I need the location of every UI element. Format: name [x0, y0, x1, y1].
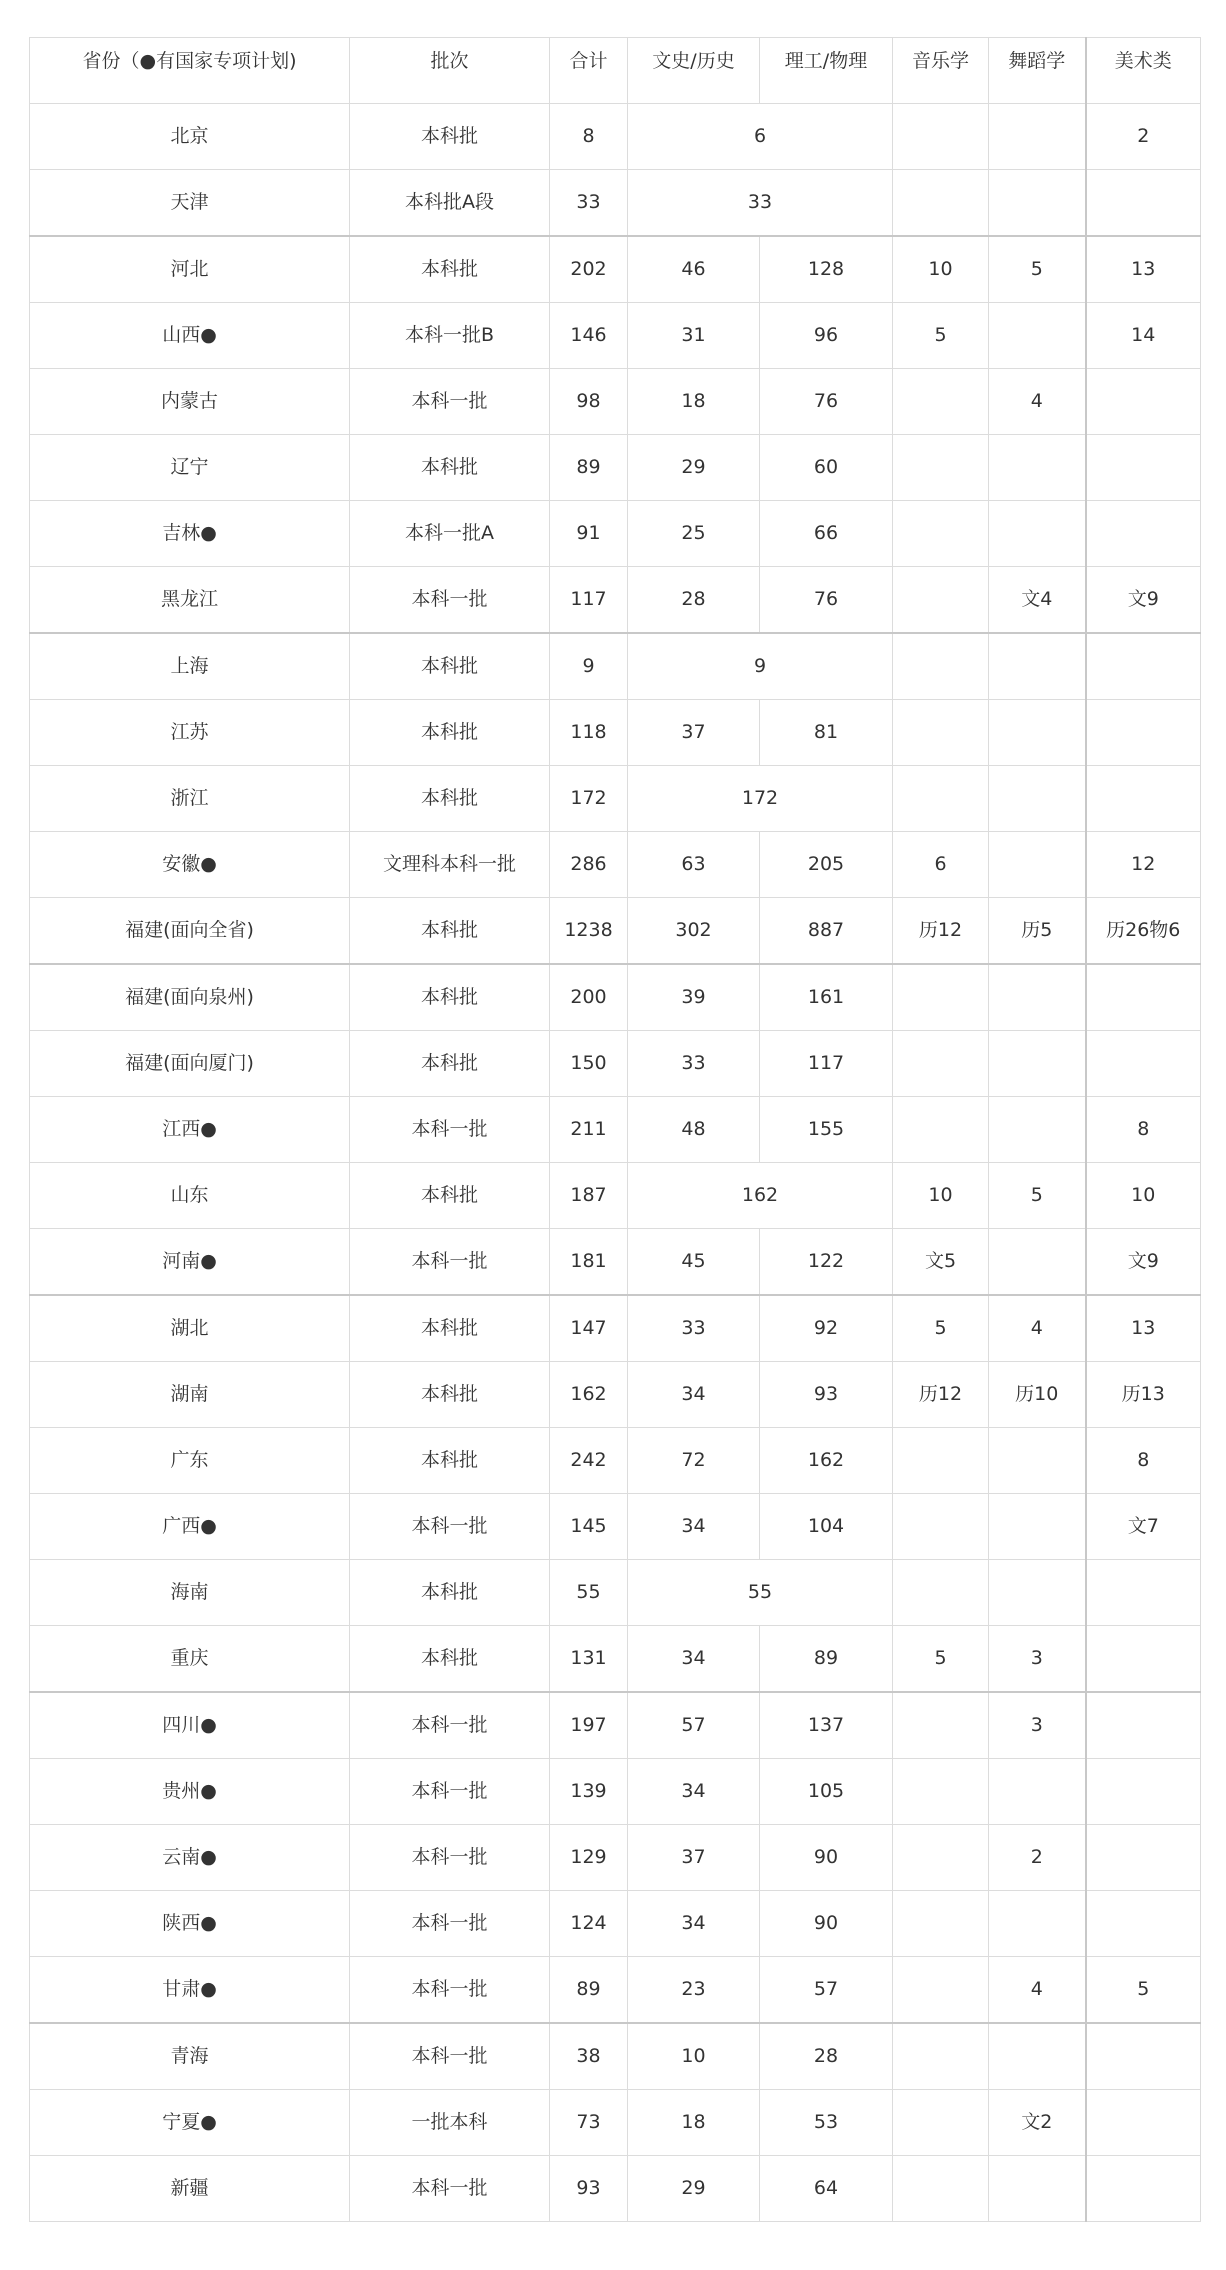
cell-dance: 5	[989, 236, 1086, 303]
cell-physics: 76	[760, 567, 893, 634]
cell-total: 129	[550, 1825, 628, 1891]
header-province: 省份（●有国家专项计划)	[30, 38, 350, 104]
cell-physics: 81	[760, 700, 893, 766]
cell-history: 33	[628, 1031, 760, 1097]
cell-music	[893, 501, 989, 567]
cell-total: 150	[550, 1031, 628, 1097]
table-row	[30, 2156, 1201, 2222]
cell-batch: 本科一批	[350, 1692, 550, 1759]
cell-history: 34	[628, 1494, 760, 1560]
cell-music: 5	[893, 303, 989, 369]
table-row	[30, 1626, 1201, 1693]
cell-province: 江苏	[30, 700, 350, 766]
cell-art	[1086, 2023, 1201, 2090]
table-row	[30, 1692, 1201, 1759]
cell-dance	[989, 633, 1086, 700]
cell-batch: 本科批	[350, 964, 550, 1031]
cell-history-physics-merged: 162	[628, 1163, 893, 1229]
cell-art: 8	[1086, 1428, 1201, 1494]
cell-province: 云南●	[30, 1825, 350, 1891]
cell-total: 91	[550, 501, 628, 567]
cell-music: 10	[893, 1163, 989, 1229]
cell-batch: 本科一批	[350, 1957, 550, 2024]
cell-history-physics-merged: 9	[628, 633, 893, 700]
cell-province: 四川●	[30, 1692, 350, 1759]
cell-province: 湖北	[30, 1295, 350, 1362]
cell-batch: 一批本科	[350, 2090, 550, 2156]
table-row	[30, 766, 1201, 832]
cell-history: 72	[628, 1428, 760, 1494]
cell-province: 甘肃●	[30, 1957, 350, 2024]
cell-province: 山东	[30, 1163, 350, 1229]
enrollment-table-container	[29, 37, 1200, 2222]
table-row	[30, 104, 1201, 170]
cell-province: 海南	[30, 1560, 350, 1626]
cell-dance	[989, 1891, 1086, 1957]
table-row	[30, 1229, 1201, 1296]
cell-dance: 3	[989, 1692, 1086, 1759]
cell-history: 25	[628, 501, 760, 567]
cell-province: 河北	[30, 236, 350, 303]
cell-physics: 96	[760, 303, 893, 369]
cell-batch: 本科批	[350, 1163, 550, 1229]
cell-total: 145	[550, 1494, 628, 1560]
cell-art: 历13	[1086, 1362, 1201, 1428]
table-header-row	[30, 38, 1201, 104]
cell-art: 12	[1086, 832, 1201, 898]
cell-art: 文9	[1086, 567, 1201, 634]
cell-physics: 162	[760, 1428, 893, 1494]
cell-history-physics-merged: 55	[628, 1560, 893, 1626]
cell-art: 13	[1086, 1295, 1201, 1362]
cell-art	[1086, 964, 1201, 1031]
cell-batch: 文理科本科一批	[350, 832, 550, 898]
cell-music	[893, 104, 989, 170]
cell-batch: 本科一批A	[350, 501, 550, 567]
header-art: 美术类	[1086, 38, 1201, 104]
cell-dance: 5	[989, 1163, 1086, 1229]
cell-history: 31	[628, 303, 760, 369]
cell-art: 2	[1086, 104, 1201, 170]
cell-total: 8	[550, 104, 628, 170]
table-row	[30, 1825, 1201, 1891]
table-row	[30, 1295, 1201, 1362]
cell-total: 118	[550, 700, 628, 766]
cell-music: 6	[893, 832, 989, 898]
cell-dance	[989, 303, 1086, 369]
cell-batch: 本科批	[350, 700, 550, 766]
table-row	[30, 2090, 1201, 2156]
cell-province: 贵州●	[30, 1759, 350, 1825]
cell-art	[1086, 1692, 1201, 1759]
cell-total: 197	[550, 1692, 628, 1759]
cell-province: 青海	[30, 2023, 350, 2090]
cell-physics: 90	[760, 1891, 893, 1957]
header-batch: 批次	[350, 38, 550, 104]
cell-dance: 2	[989, 1825, 1086, 1891]
cell-art: 文9	[1086, 1229, 1201, 1296]
cell-physics: 57	[760, 1957, 893, 2024]
cell-history: 18	[628, 369, 760, 435]
cell-batch: 本科批	[350, 1560, 550, 1626]
table-row	[30, 1494, 1201, 1560]
cell-art: 14	[1086, 303, 1201, 369]
table-row	[30, 236, 1201, 303]
cell-music	[893, 2023, 989, 2090]
cell-art: 10	[1086, 1163, 1201, 1229]
cell-province: 陕西●	[30, 1891, 350, 1957]
cell-batch: 本科批	[350, 435, 550, 501]
cell-physics: 60	[760, 435, 893, 501]
cell-dance	[989, 104, 1086, 170]
cell-art: 8	[1086, 1097, 1201, 1163]
cell-total: 211	[550, 1097, 628, 1163]
cell-province: 吉林●	[30, 501, 350, 567]
cell-province: 福建(面向全省)	[30, 898, 350, 965]
cell-batch: 本科批	[350, 1428, 550, 1494]
cell-history: 29	[628, 2156, 760, 2222]
cell-batch: 本科批	[350, 236, 550, 303]
cell-art	[1086, 1759, 1201, 1825]
cell-music	[893, 1957, 989, 2024]
cell-dance: 历5	[989, 898, 1086, 965]
cell-province: 福建(面向厦门)	[30, 1031, 350, 1097]
cell-province: 浙江	[30, 766, 350, 832]
cell-history: 34	[628, 1626, 760, 1693]
cell-province: 安徽●	[30, 832, 350, 898]
cell-art	[1086, 766, 1201, 832]
table-row	[30, 1097, 1201, 1163]
cell-history: 34	[628, 1759, 760, 1825]
cell-music: 5	[893, 1295, 989, 1362]
cell-music	[893, 964, 989, 1031]
table-row	[30, 832, 1201, 898]
cell-total: 1238	[550, 898, 628, 965]
cell-physics: 90	[760, 1825, 893, 1891]
cell-total: 9	[550, 633, 628, 700]
header-music: 音乐学	[893, 38, 989, 104]
cell-history: 39	[628, 964, 760, 1031]
cell-physics: 53	[760, 2090, 893, 2156]
cell-music	[893, 435, 989, 501]
cell-dance	[989, 964, 1086, 1031]
cell-batch: 本科批	[350, 766, 550, 832]
cell-physics: 161	[760, 964, 893, 1031]
cell-total: 131	[550, 1626, 628, 1693]
cell-total: 200	[550, 964, 628, 1031]
table-body	[30, 104, 1201, 2222]
cell-total: 162	[550, 1362, 628, 1428]
cell-music	[893, 1097, 989, 1163]
cell-art	[1086, 2090, 1201, 2156]
cell-history: 29	[628, 435, 760, 501]
cell-dance	[989, 700, 1086, 766]
cell-music	[893, 1428, 989, 1494]
cell-physics: 105	[760, 1759, 893, 1825]
cell-history-physics-merged: 33	[628, 170, 893, 237]
cell-music	[893, 2090, 989, 2156]
table-row	[30, 567, 1201, 634]
cell-batch: 本科批	[350, 1626, 550, 1693]
cell-music: 10	[893, 236, 989, 303]
cell-total: 181	[550, 1229, 628, 1296]
cell-history: 46	[628, 236, 760, 303]
cell-batch: 本科一批	[350, 1229, 550, 1296]
cell-province: 天津	[30, 170, 350, 237]
cell-physics: 205	[760, 832, 893, 898]
cell-physics: 887	[760, 898, 893, 965]
cell-history: 63	[628, 832, 760, 898]
cell-dance	[989, 1229, 1086, 1296]
cell-history: 57	[628, 1692, 760, 1759]
cell-dance: 4	[989, 1295, 1086, 1362]
cell-batch: 本科批	[350, 104, 550, 170]
cell-history: 34	[628, 1891, 760, 1957]
cell-batch: 本科一批	[350, 1097, 550, 1163]
cell-art	[1086, 1891, 1201, 1957]
cell-batch: 本科批	[350, 1362, 550, 1428]
cell-music	[893, 1692, 989, 1759]
cell-province: 辽宁	[30, 435, 350, 501]
cell-art	[1086, 369, 1201, 435]
cell-art: 13	[1086, 236, 1201, 303]
table-row	[30, 1759, 1201, 1825]
cell-province: 福建(面向泉州)	[30, 964, 350, 1031]
cell-dance	[989, 1560, 1086, 1626]
cell-art	[1086, 170, 1201, 237]
cell-history: 28	[628, 567, 760, 634]
table-row	[30, 1163, 1201, 1229]
cell-dance	[989, 832, 1086, 898]
cell-history: 18	[628, 2090, 760, 2156]
cell-physics: 137	[760, 1692, 893, 1759]
cell-history: 48	[628, 1097, 760, 1163]
cell-history-physics-merged: 6	[628, 104, 893, 170]
table-row	[30, 1891, 1201, 1957]
cell-total: 242	[550, 1428, 628, 1494]
cell-physics: 128	[760, 236, 893, 303]
cell-history-physics-merged: 172	[628, 766, 893, 832]
cell-physics: 89	[760, 1626, 893, 1693]
table-row	[30, 501, 1201, 567]
cell-batch: 本科一批	[350, 369, 550, 435]
cell-physics: 76	[760, 369, 893, 435]
cell-history: 37	[628, 700, 760, 766]
cell-art	[1086, 2156, 1201, 2222]
cell-province: 湖南	[30, 1362, 350, 1428]
header-total: 合计	[550, 38, 628, 104]
cell-dance: 4	[989, 369, 1086, 435]
cell-total: 89	[550, 435, 628, 501]
cell-total: 55	[550, 1560, 628, 1626]
table-row	[30, 2023, 1201, 2090]
cell-music	[893, 1560, 989, 1626]
cell-music: 历12	[893, 1362, 989, 1428]
cell-music	[893, 170, 989, 237]
cell-dance: 文4	[989, 567, 1086, 634]
cell-art: 5	[1086, 1957, 1201, 2024]
header-dance: 舞蹈学	[989, 38, 1086, 104]
cell-total: 93	[550, 2156, 628, 2222]
cell-total: 187	[550, 1163, 628, 1229]
cell-batch: 本科一批	[350, 1825, 550, 1891]
cell-dance: 4	[989, 1957, 1086, 2024]
cell-batch: 本科批	[350, 633, 550, 700]
cell-batch: 本科一批	[350, 1494, 550, 1560]
header-physics: 理工/物理	[760, 38, 893, 104]
cell-batch: 本科一批	[350, 1891, 550, 1957]
cell-music	[893, 766, 989, 832]
cell-dance	[989, 170, 1086, 237]
cell-province: 山西●	[30, 303, 350, 369]
table-row	[30, 700, 1201, 766]
cell-art	[1086, 1825, 1201, 1891]
table-row	[30, 1957, 1201, 2024]
cell-province: 重庆	[30, 1626, 350, 1693]
cell-dance	[989, 766, 1086, 832]
cell-history: 23	[628, 1957, 760, 2024]
cell-music	[893, 1031, 989, 1097]
cell-dance	[989, 2156, 1086, 2222]
cell-total: 286	[550, 832, 628, 898]
cell-physics: 93	[760, 1362, 893, 1428]
cell-batch: 本科批	[350, 1031, 550, 1097]
table-row	[30, 1428, 1201, 1494]
cell-music	[893, 567, 989, 634]
cell-history: 37	[628, 1825, 760, 1891]
cell-physics: 104	[760, 1494, 893, 1560]
cell-total: 73	[550, 2090, 628, 2156]
cell-dance	[989, 1428, 1086, 1494]
cell-batch: 本科批	[350, 898, 550, 965]
cell-dance: 文2	[989, 2090, 1086, 2156]
cell-physics: 117	[760, 1031, 893, 1097]
cell-total: 139	[550, 1759, 628, 1825]
cell-music	[893, 1825, 989, 1891]
cell-batch: 本科一批	[350, 2156, 550, 2222]
cell-physics: 66	[760, 501, 893, 567]
cell-total: 89	[550, 1957, 628, 2024]
cell-dance	[989, 501, 1086, 567]
cell-art	[1086, 501, 1201, 567]
table-row	[30, 1560, 1201, 1626]
cell-total: 117	[550, 567, 628, 634]
cell-province: 广西●	[30, 1494, 350, 1560]
cell-total: 33	[550, 170, 628, 237]
cell-music	[893, 2156, 989, 2222]
cell-dance: 3	[989, 1626, 1086, 1693]
cell-dance	[989, 1759, 1086, 1825]
cell-dance	[989, 1031, 1086, 1097]
cell-province: 广东	[30, 1428, 350, 1494]
cell-physics: 64	[760, 2156, 893, 2222]
cell-dance: 历10	[989, 1362, 1086, 1428]
cell-art	[1086, 1626, 1201, 1693]
table-row	[30, 369, 1201, 435]
cell-total: 124	[550, 1891, 628, 1957]
cell-total: 147	[550, 1295, 628, 1362]
cell-province: 新疆	[30, 2156, 350, 2222]
cell-total: 172	[550, 766, 628, 832]
cell-province: 黑龙江	[30, 567, 350, 634]
cell-dance	[989, 1097, 1086, 1163]
cell-physics: 122	[760, 1229, 893, 1296]
cell-total: 98	[550, 369, 628, 435]
table-row	[30, 303, 1201, 369]
cell-physics: 155	[760, 1097, 893, 1163]
cell-batch: 本科一批	[350, 567, 550, 634]
cell-history: 33	[628, 1295, 760, 1362]
table-row	[30, 898, 1201, 965]
cell-total: 146	[550, 303, 628, 369]
cell-batch: 本科批	[350, 1295, 550, 1362]
cell-art	[1086, 435, 1201, 501]
cell-music	[893, 633, 989, 700]
table-row	[30, 1362, 1201, 1428]
cell-province: 上海	[30, 633, 350, 700]
cell-total: 38	[550, 2023, 628, 2090]
table-row	[30, 964, 1201, 1031]
cell-physics: 92	[760, 1295, 893, 1362]
cell-music	[893, 1759, 989, 1825]
cell-total: 202	[550, 236, 628, 303]
table-row	[30, 170, 1201, 237]
enrollment-table	[29, 37, 1201, 2222]
cell-batch: 本科一批	[350, 2023, 550, 2090]
cell-dance	[989, 1494, 1086, 1560]
cell-history: 302	[628, 898, 760, 965]
table-row	[30, 435, 1201, 501]
cell-music	[893, 1891, 989, 1957]
cell-physics: 28	[760, 2023, 893, 2090]
cell-history: 34	[628, 1362, 760, 1428]
cell-dance	[989, 435, 1086, 501]
cell-art: 历26物6	[1086, 898, 1201, 965]
cell-province: 内蒙古	[30, 369, 350, 435]
cell-history: 45	[628, 1229, 760, 1296]
cell-province: 河南●	[30, 1229, 350, 1296]
table-row	[30, 1031, 1201, 1097]
cell-batch: 本科一批	[350, 1759, 550, 1825]
cell-music	[893, 369, 989, 435]
cell-music: 历12	[893, 898, 989, 965]
cell-music	[893, 700, 989, 766]
cell-province: 宁夏●	[30, 2090, 350, 2156]
cell-art	[1086, 700, 1201, 766]
cell-art	[1086, 633, 1201, 700]
cell-dance	[989, 2023, 1086, 2090]
table-row	[30, 633, 1201, 700]
cell-batch: 本科批A段	[350, 170, 550, 237]
cell-music: 5	[893, 1626, 989, 1693]
cell-province: 江西●	[30, 1097, 350, 1163]
cell-music	[893, 1494, 989, 1560]
cell-history: 10	[628, 2023, 760, 2090]
cell-art	[1086, 1031, 1201, 1097]
cell-batch: 本科一批B	[350, 303, 550, 369]
cell-art: 文7	[1086, 1494, 1201, 1560]
header-history: 文史/历史	[628, 38, 760, 104]
cell-province: 北京	[30, 104, 350, 170]
cell-music: 文5	[893, 1229, 989, 1296]
cell-art	[1086, 1560, 1201, 1626]
